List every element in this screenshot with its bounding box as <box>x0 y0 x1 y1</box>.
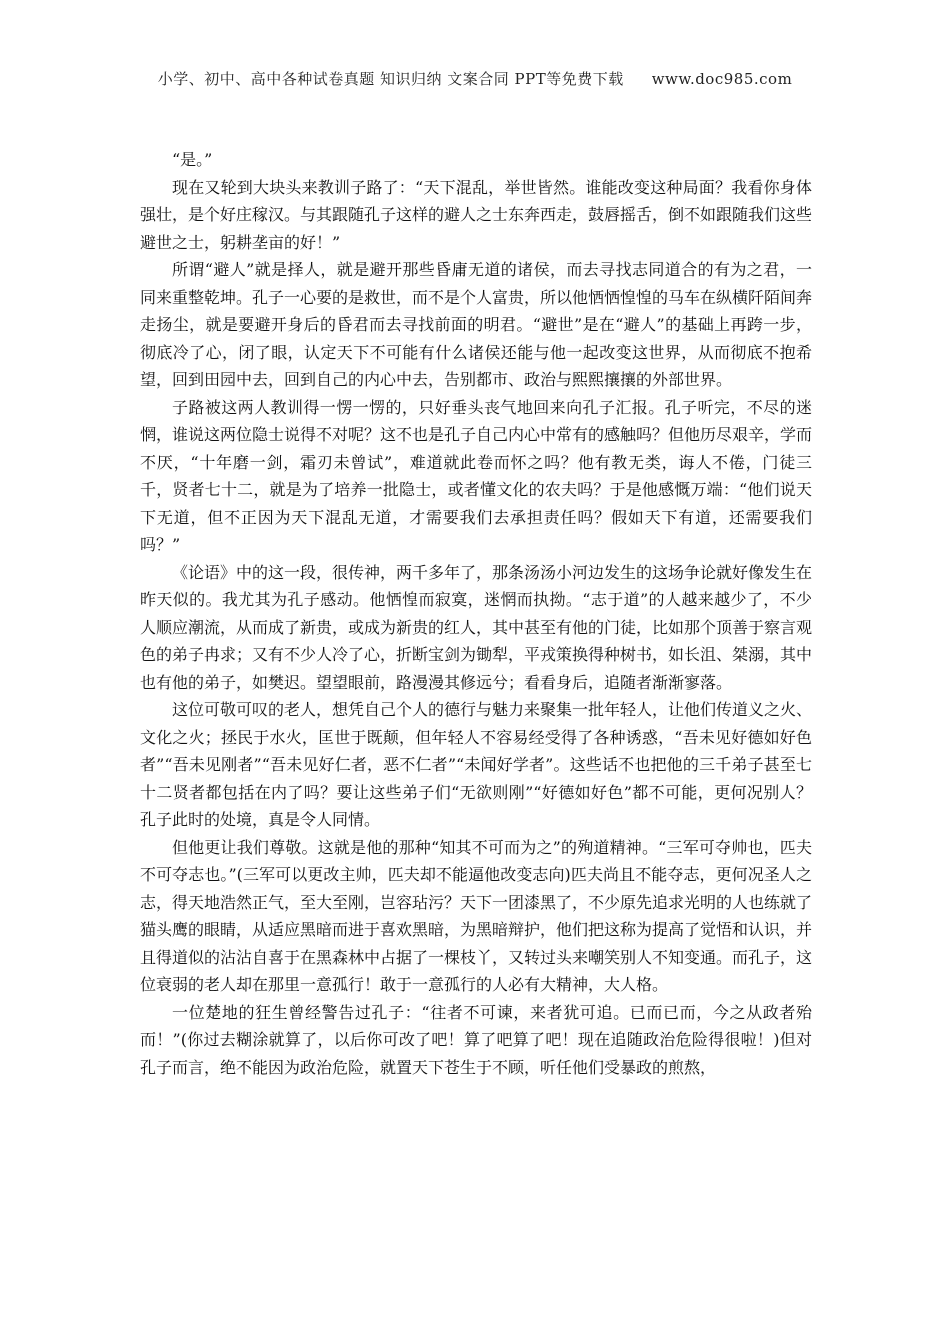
paragraph: 子路被这两人教训得一愣一愣的，只好垂头丧气地回来向孔子汇报。孔子听完，不尽的迷惘，谁说这两位隐士说得不对呢？这不也是孔子自己内心中常有的感触吗？但他历尽艰辛，学而不厌，“十年磨一剑，霜刃未曾试”，难道就此卷而怀之吗？他有教无类，诲人不倦，门徒三千，贤者七十二，就是为了培养一批隐士，或者懂文化的农夫吗？于是他感慨万端：“他们说天下无道，但不正因为天下混乱无道，才需要我们去承担责任吗？假如天下有道，还需要我们吗？” <box>140 397 813 554</box>
paragraph: 一位楚地的狂生曾经警告过孔子：“往者不可谏，来者犹可追。已而已而，今之从政者殆而！”(你过去糊涂就算了，以后你可改了吧！算了吧算了吧！现在追随政治危险得很啦！)但对孔子而言，绝不能因为政治危险，就置天下苍生于不顾，听任他们受暴政的煎熬， <box>140 1002 812 1077</box>
header-text: 小学、初中、高中各种试卷真题 知识归纳 文案合同 PPT等免费下载 <box>157 70 624 88</box>
paragraph: 这位可敬可叹的老人，想凭自己个人的德行与魅力来聚集一批年轻人，让他们传道义之火、文化之火；拯民于水火，匡世于既颠，但年轻人不容易经受得了各种诱惑，“吾未见好德如好色者”“吾未见刚者”“吾未见好仁者，恶不仁者”“未闻好学者”。这些话不也把他的三千弟子甚至七十二贤者都包括在内了吗？要让这些弟子们“无欲则刚”“好德如好色”都不可能，更何况别人？孔子此时的处境，真是令人同情。 <box>140 700 813 829</box>
paragraph: 但他更让我们尊敬。这就是他的那种“知其不可而为之”的殉道精神。“三军可夺帅也，匹夫不可夺志也。”(三军可以更改主帅，匹夫却不能逼他改变志向)匹夫尚且不能夺志，更何况圣人之志，得天地浩然正气，至大至刚，岂容玷污？天下一团漆黑了，不少原先追求光明的人也练就了猫头鹰的眼睛，从适应黑暗而进于喜欢黑暗，为黑暗辩护，他们把这称为提高了觉悟和认识，并且得道似的沾沾自喜于在黑森林中占据了一棵枝丫，又转过头来嘲笑别人不知变通。而孔子，这位衰弱的老人却在那里一意孤行！敢于一意孤行的人必有大精神，大人格。 <box>140 837 813 994</box>
paragraph: 现在又轮到大块头来教训子路了：“天下混乱，举世皆然。谁能改变这种局面？我看你身体强壮，是个好庄稼汉。与其跟随孔子这样的避人之士东奔西走，鼓唇摇舌，倒不如跟随我们这些避世之士，躬耕垄亩的好！” <box>140 177 813 252</box>
paragraph: “是。” <box>172 150 213 169</box>
paragraph: 《论语》中的这一段，很传神，两千多年了，那条汤汤小河边发生的这场争论就好像发生在昨天似的。我尤其为孔子感动。他恓惶而寂寞，迷惘而执拗。“志于道”的人越来越少了，不少人顺应潮流，从而成了新贵，或成为新贵的红人，其中甚至有他的门徒，比如那个顶善于察言观色的弟子冉求；又有不少人冷了心，折断宝剑为锄犁，平戎策换得种树书，如长沮、桀溺，其中也有他的弟子，如樊迟。望望眼前，路漫漫其修远兮；看看身后，追随者渐渐寥落。 <box>140 562 813 692</box>
page-header <box>0 68 950 89</box>
header-url: www.doc985.com <box>651 70 793 88</box>
paragraph: 所谓“避人”就是择人，就是避开那些昏庸无道的诸侯，而去寻找志同道合的有为之君，一同来重整乾坤。孔子一心要的是救世，而不是个人富贵，所以他恓恓惶惶的马车在纵横阡陌间奔走扬尘，就是要避开身后的昏君而去寻找前面的明君。“避世”是在“避人”的基础上再跨一步，彻底冷了心，闭了眼，认定天下不可能有什么诸侯还能与他一起改变这世界，从而彻底不抱希望，回到田园中去，回到自己的内心中去，告别都市、政治与熙熙攘攘的外部世界。 <box>140 260 813 389</box>
article-body <box>140 146 812 1081</box>
